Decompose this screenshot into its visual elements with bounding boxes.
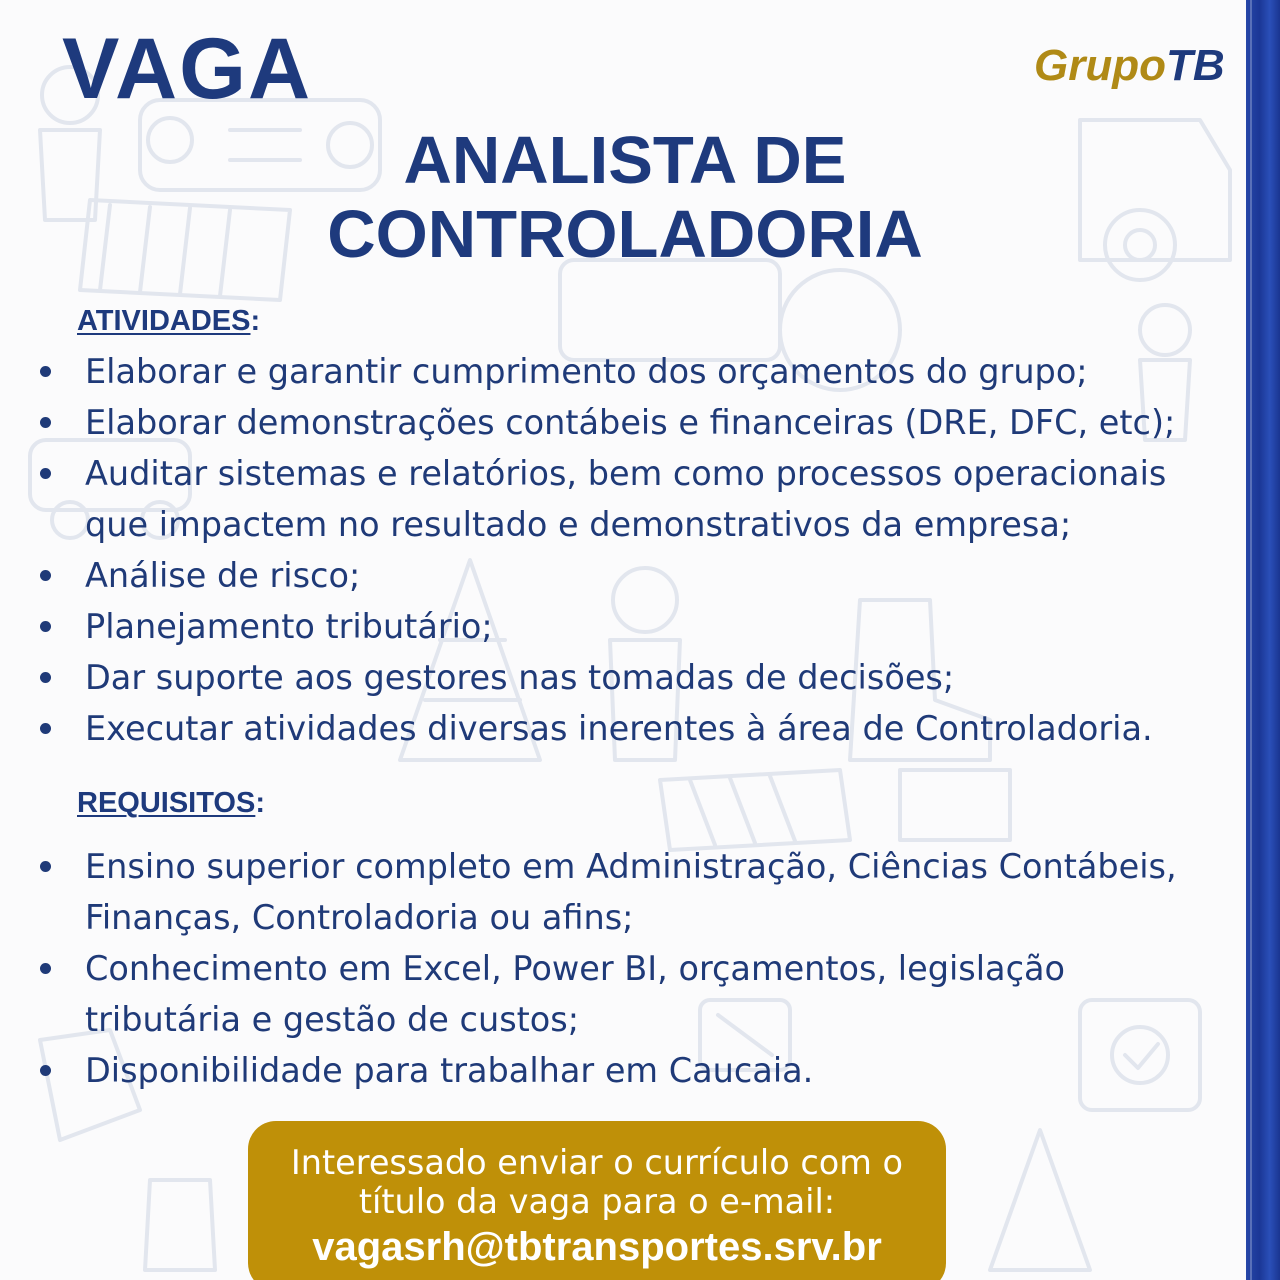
list-item (38, 652, 1218, 703)
list-item-text: Finanças, Controladoria ou afins; (85, 898, 634, 937)
list-item (38, 448, 1218, 550)
atividades-list (38, 346, 1218, 754)
cta-line: Interessado enviar o currículo com o (290, 1143, 904, 1182)
job-title-line: CONTROLADORIA (327, 197, 923, 272)
list-item-text: Análise de risco; (85, 556, 361, 595)
list-item-text: Planejamento tributário; (85, 607, 493, 646)
job-title-line: ANALISTA DE (403, 123, 847, 198)
list-item-text: Dar suporte aos gestores nas tomadas de decisões; (85, 658, 955, 697)
list-item (38, 346, 1218, 397)
requisitos-heading (77, 789, 265, 818)
list-item (38, 550, 1218, 601)
vaga-heading: VAGA (62, 21, 313, 117)
list-item-text: Disponibilidade para trabalhar em Caucaia. (85, 1051, 814, 1090)
list-item (38, 397, 1218, 448)
list-item (38, 841, 1218, 943)
job-title (200, 124, 1050, 272)
list-item-text: Ensino superior completo em Administração, Ciências Contábeis, (85, 847, 1177, 886)
atividades-heading-text: ATIVIDADES (77, 305, 251, 337)
logo-tb: TB (1165, 41, 1225, 90)
list-item (38, 601, 1218, 652)
list-item-text: Auditar sistemas e relatórios, bem como processos operacionais (85, 454, 1167, 493)
road-barrier-icon (660, 770, 1010, 850)
list-item-text: Conhecimento em Excel, Power BI, orçamentos, legislação (85, 949, 1066, 988)
list-item-text: que impactem no resultado e demonstrativos da empresa; (85, 505, 1072, 544)
contact-email[interactable]: vagasrh@tbtransportes.srv.br (312, 1225, 882, 1269)
traffic-cone-icon (990, 1130, 1090, 1270)
truck-icon (1080, 120, 1230, 280)
application-cta-box (248, 1121, 946, 1280)
list-item-text: Elaborar demonstrações contábeis e financeiras (DRE, DFC, etc); (85, 403, 1176, 442)
list-item-text: Elaborar e garantir cumprimento dos orçamentos do grupo; (85, 352, 1088, 391)
side-stripe (1246, 0, 1280, 1280)
list-item (38, 703, 1218, 754)
list-item (38, 1045, 1218, 1096)
logo-grupo: Grupo (1034, 41, 1166, 90)
list-item (38, 943, 1218, 1045)
requisitos-heading-colon: : (255, 787, 266, 819)
cta-line: título da vaga para o e-mail: (358, 1182, 836, 1221)
atividades-heading (77, 307, 260, 336)
company-logo (1034, 41, 1225, 90)
requisitos-heading-text: REQUISITOS (77, 787, 256, 819)
requisitos-list (38, 841, 1218, 1096)
atividades-heading-colon: : (250, 305, 261, 337)
list-item-text: Executar atividades diversas inerentes à área de Controladoria. (85, 709, 1153, 748)
list-item-text: tributária e gestão de custos; (85, 1000, 580, 1039)
